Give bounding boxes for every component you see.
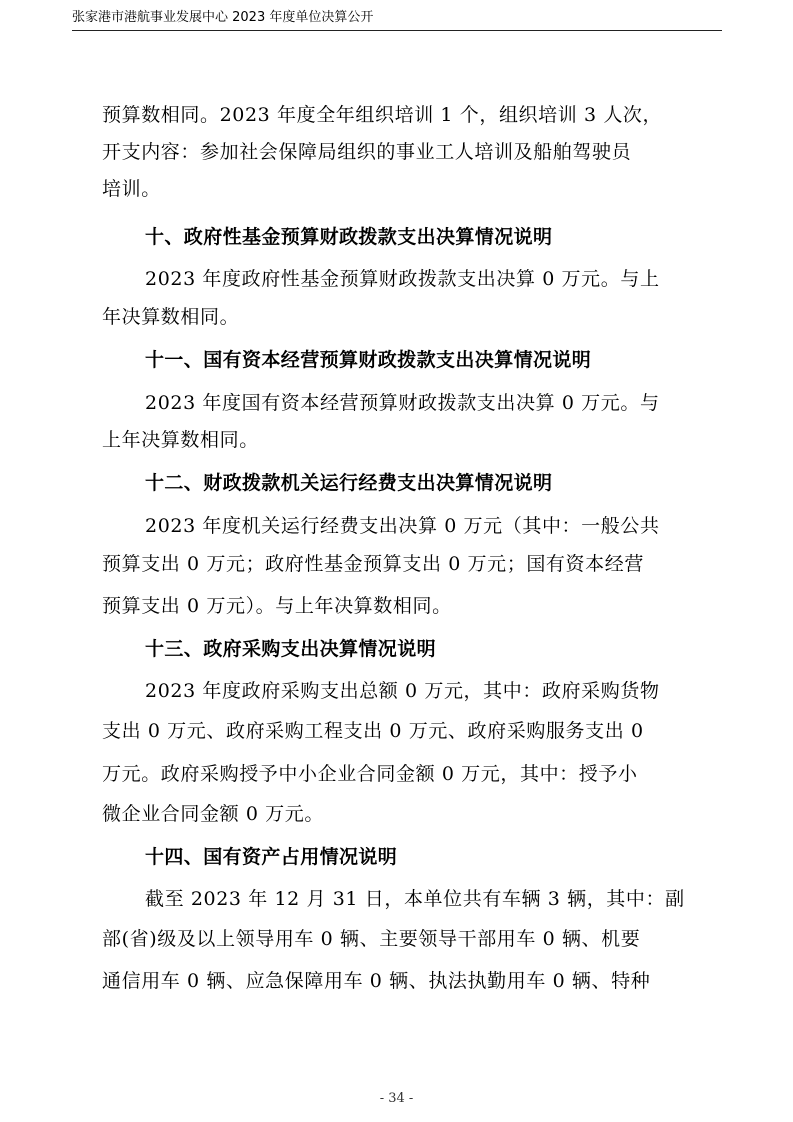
body-line: 截至 2023 年 12 月 31 日，本单位共有车辆 3 辆，其中：副 [145, 888, 685, 910]
body-line: 通信用车 0 辆、应急保障用车 0 辆、执法执勤用车 0 辆、特种 [102, 970, 651, 992]
body-line: 年决算数相同。 [102, 306, 240, 328]
body-line: 部(省)级及以上领导用车 0 辆、主要领导干部用车 0 辆、机要 [102, 928, 641, 950]
section-heading: 十三、政府采购支出决算情况说明 [145, 638, 437, 660]
body-line: 2023 年度政府采购支出总额 0 万元，其中：政府采购货物 [145, 680, 660, 702]
header-title: 张家港市港航事业发展中心 2023 年度单位决算公开 [72, 10, 374, 25]
body-line: 2023 年度政府性基金预算财政拨款支出决算 0 万元。与上 [145, 268, 660, 290]
section-heading: 十四、国有资产占用情况说明 [145, 846, 398, 868]
body-line: 预算数相同。2023 年度全年组织培训 1 个，组织培训 3 人次， [102, 104, 663, 126]
body-line: 预算支出 0 万元；政府性基金预算支出 0 万元；国有资本经营 [102, 553, 644, 575]
page-number: - 34 - [379, 1091, 414, 1106]
section-heading: 十、政府性基金预算财政拨款支出决算情况说明 [145, 226, 553, 248]
section-heading: 十二、财政拨款机关运行经费支出决算情况说明 [145, 472, 553, 494]
body-line: 上年决算数相同。 [102, 429, 259, 451]
body-line: 2023 年度国有资本经营预算财政拨款支出决算 0 万元。与 [145, 392, 660, 414]
page-header [72, 8, 722, 31]
body-line: 开支内容：参加社会保障局组织的事业工人培训及船舶驾驶员 [102, 141, 632, 163]
section-heading: 十一、国有资本经营预算财政拨款支出决算情况说明 [145, 349, 592, 371]
body-line: 微企业合同金额 0 万元。 [102, 803, 324, 825]
body-line: 支出 0 万元、政府采购工程支出 0 万元、政府采购服务支出 0 [102, 720, 644, 742]
body-line: 培训。 [102, 178, 161, 200]
body-line: 预算支出 0 万元）。与上年决算数相同。 [102, 595, 452, 617]
body-line: 万元。政府采购授予中小企业合同金额 0 万元，其中：授予小 [102, 763, 638, 785]
body-line: 2023 年度机关运行经费支出决算 0 万元（其中：一般公共 [145, 515, 660, 537]
